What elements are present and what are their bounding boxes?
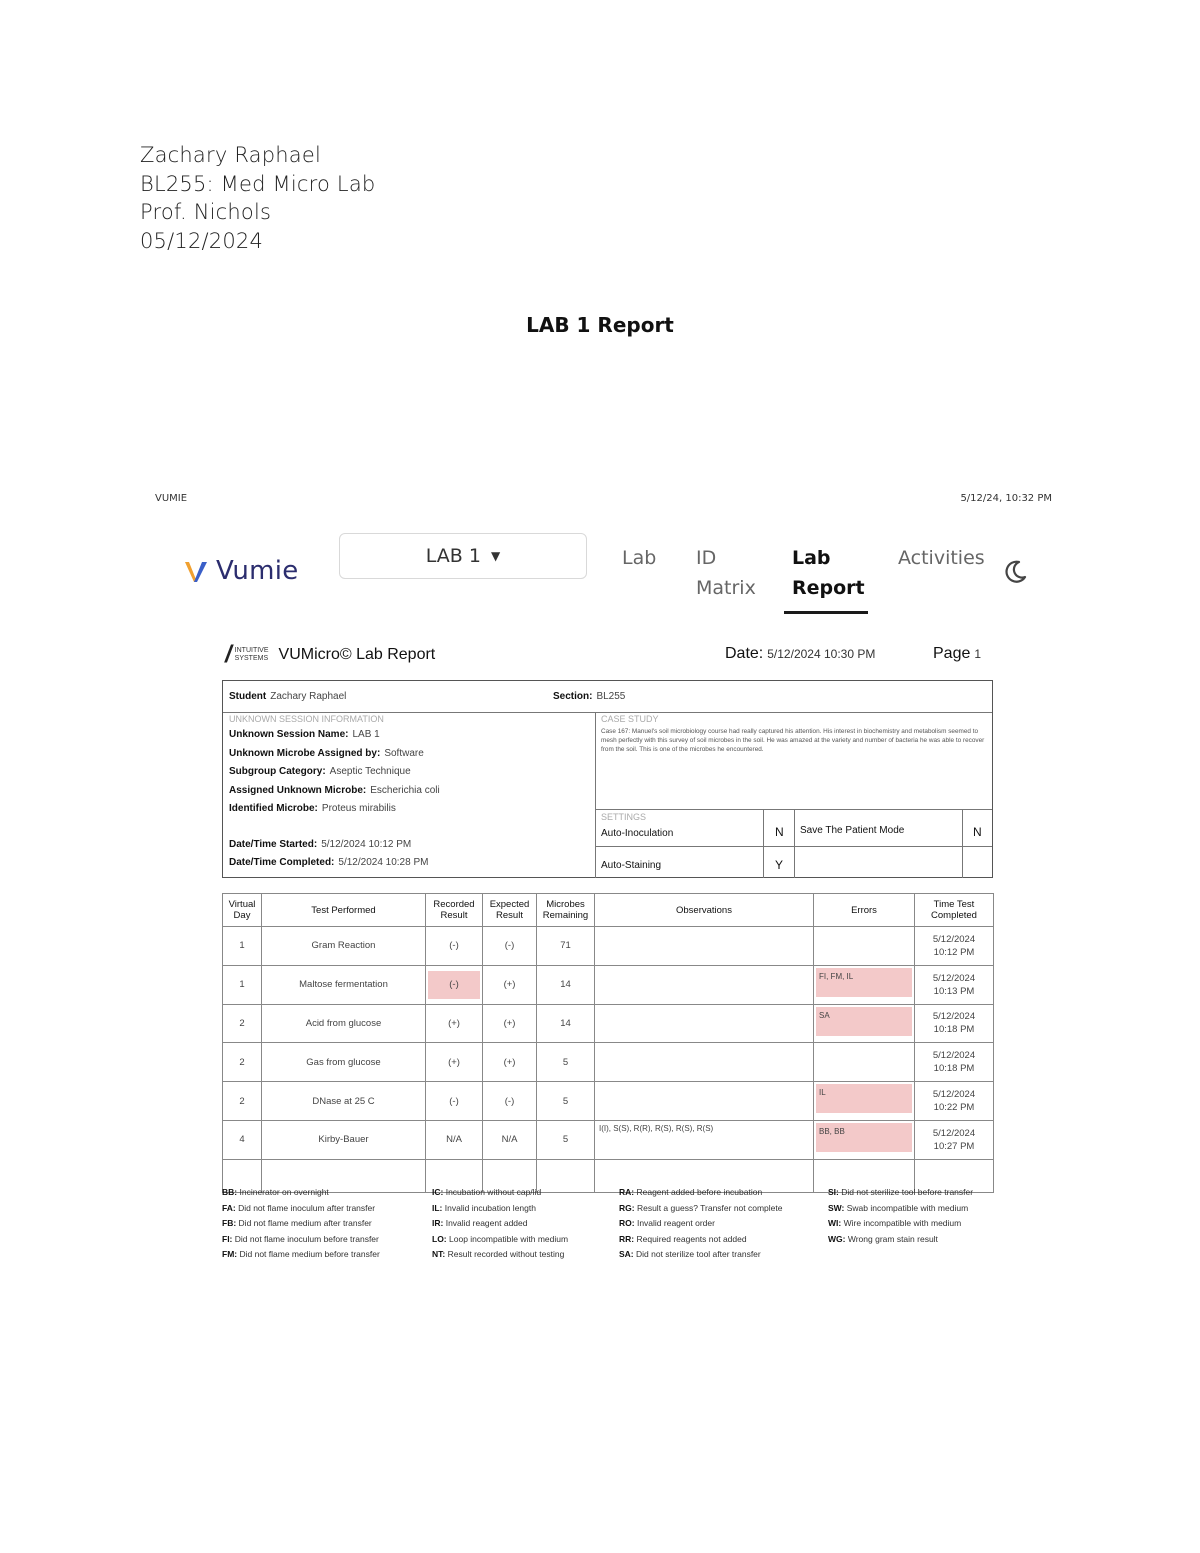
vumie-v-icon bbox=[182, 556, 210, 586]
report-page bbox=[933, 645, 981, 663]
legend-code: FB: bbox=[222, 1218, 237, 1228]
legend-text: Did not flame inoculum after transfer bbox=[238, 1202, 376, 1213]
started-label: Date/Time Started: bbox=[229, 838, 318, 850]
cell-test: Gas from glucose bbox=[262, 1043, 426, 1082]
legend-item bbox=[619, 1232, 783, 1248]
table-row bbox=[223, 1004, 994, 1043]
cell-errors-text: SA bbox=[816, 1007, 912, 1036]
report-date-value: 5/12/2024 10:30 PM bbox=[767, 647, 876, 661]
cell-observations bbox=[595, 1004, 814, 1043]
cell-test: Maltose fermentation bbox=[262, 965, 426, 1004]
col-header-time-line2: Completed bbox=[931, 910, 977, 921]
company-name bbox=[235, 647, 269, 663]
cell-time-clock: 10:18 PM bbox=[933, 1063, 975, 1075]
cell-time-date: 5/12/2024 bbox=[932, 1089, 976, 1101]
subgroup-value: Aseptic Technique bbox=[329, 766, 411, 777]
cell-remaining: 5 bbox=[537, 1082, 595, 1121]
cell-observations bbox=[595, 1082, 814, 1121]
professor-name: Prof. Nichols bbox=[140, 200, 272, 224]
cell-day: 4 bbox=[223, 1120, 262, 1159]
col-header-expected-line2: Result bbox=[496, 910, 523, 921]
col-header-recorded-line2: Result bbox=[440, 910, 468, 921]
legend-text: Did not flame medium before transfer bbox=[239, 1249, 380, 1259]
section-value: BL255 bbox=[596, 691, 626, 702]
cell-observations bbox=[595, 927, 814, 966]
legend-code: RG: bbox=[619, 1202, 635, 1213]
identified-microbe-label: Identified Microbe: bbox=[229, 803, 318, 814]
report-title: VUMicro© Lab Report bbox=[278, 646, 436, 663]
cell-day: 2 bbox=[223, 1043, 262, 1082]
col-header-recorded-line1: Recorded bbox=[433, 899, 475, 910]
course-name: BL255: Med Micro Lab bbox=[140, 171, 376, 196]
tab-lab-label: Lab bbox=[622, 547, 657, 569]
case-study bbox=[601, 714, 985, 754]
cell-errors-text: FI, FM, IL bbox=[816, 968, 912, 997]
legend-item bbox=[619, 1216, 783, 1232]
legend-text: Result a guess? Transfer not complete bbox=[636, 1202, 783, 1213]
legend-item bbox=[432, 1247, 568, 1263]
cell-time-clock: 10:13 PM bbox=[933, 985, 975, 997]
assigned-microbe-value: Escherichia coli bbox=[370, 784, 440, 796]
cell-recorded bbox=[426, 965, 483, 1004]
legend-item bbox=[432, 1201, 568, 1217]
cell-expected: (+) bbox=[483, 965, 537, 1004]
col-header-day bbox=[223, 894, 262, 927]
cell-errors-text: BB, BB bbox=[816, 1123, 912, 1152]
lab-select-dropdown[interactable] bbox=[339, 533, 587, 579]
company-name-line2: SYSTEMS bbox=[234, 655, 269, 662]
cell-time-clock: 10:12 PM bbox=[933, 946, 975, 958]
cell-expected: (-) bbox=[483, 1082, 537, 1121]
cell-observations bbox=[595, 1043, 814, 1082]
legend-text: Wire incompatible with medium bbox=[843, 1218, 962, 1228]
legend-column bbox=[619, 1185, 783, 1263]
tab-lab-report[interactable] bbox=[792, 543, 865, 603]
legend-column bbox=[432, 1185, 568, 1263]
cell-recorded: N/A bbox=[426, 1120, 483, 1159]
cell-errors bbox=[814, 965, 915, 1004]
tab-lab-report-label-line2: Report bbox=[792, 577, 865, 599]
legend-code: IR: bbox=[432, 1218, 444, 1228]
print-header-right: 5/12/24, 10:32 PM bbox=[960, 493, 1052, 504]
settings-header: SETTINGS bbox=[601, 812, 647, 822]
cell-time bbox=[915, 927, 994, 966]
cell-time bbox=[915, 1043, 994, 1082]
settings-panel bbox=[596, 809, 992, 878]
auto-inoculation-label: Auto-Inoculation bbox=[601, 828, 674, 839]
legend-item bbox=[222, 1216, 380, 1232]
legend-text: Invalid reagent added bbox=[445, 1218, 528, 1228]
save-patient-value: N bbox=[973, 825, 982, 839]
cell-recorded: (+) bbox=[426, 1004, 483, 1043]
vumie-logo[interactable] bbox=[182, 556, 299, 586]
legend-item bbox=[432, 1216, 568, 1232]
tab-activities-label: Activities bbox=[898, 547, 985, 569]
legend-code: FA: bbox=[222, 1202, 236, 1213]
tab-activities[interactable] bbox=[898, 543, 985, 573]
report-date bbox=[725, 645, 875, 663]
legend-text: Invalid incubation length bbox=[444, 1202, 536, 1213]
assigned-by-label: Unknown Microbe Assigned by: bbox=[229, 747, 381, 759]
cell-test: DNase at 25 C bbox=[262, 1082, 426, 1121]
tab-lab-report-label-line1: Lab bbox=[792, 547, 831, 569]
legend-text: Required reagents not added bbox=[636, 1233, 747, 1244]
legend-text: Did not sterilize tool before transfer bbox=[841, 1187, 974, 1197]
student-row bbox=[223, 681, 992, 713]
cell-remaining: 5 bbox=[537, 1043, 595, 1082]
legend-item bbox=[432, 1185, 568, 1201]
col-header-remaining bbox=[537, 894, 595, 927]
legend-code: WG: bbox=[828, 1233, 846, 1244]
legend-code: FI: bbox=[222, 1233, 233, 1244]
identified-microbe-value: Proteus mirabilis bbox=[321, 803, 396, 814]
completed-value: 5/12/2024 10:28 PM bbox=[338, 857, 429, 868]
cell-remaining: 71 bbox=[537, 927, 595, 966]
legend-code: SA: bbox=[619, 1249, 634, 1259]
legend-item bbox=[828, 1232, 973, 1248]
table-row bbox=[223, 1082, 994, 1121]
cell-errors-text bbox=[816, 1045, 912, 1074]
legend-column bbox=[828, 1185, 973, 1247]
tab-id-matrix-label-line2: Matrix bbox=[696, 577, 756, 599]
save-patient-label: Save The Patient Mode bbox=[800, 825, 905, 836]
legend-item bbox=[432, 1232, 568, 1248]
document-header bbox=[140, 141, 375, 255]
col-header-time bbox=[915, 894, 994, 927]
cell-remaining: 14 bbox=[537, 965, 595, 1004]
assigned-by-row bbox=[229, 748, 589, 767]
student-value: Zachary Raphael bbox=[270, 691, 347, 702]
legend-text: Invalid reagent order bbox=[636, 1218, 715, 1228]
cell-day: 1 bbox=[223, 927, 262, 966]
legend-code: RA: bbox=[619, 1187, 635, 1197]
legend-code: IC: bbox=[432, 1187, 444, 1197]
active-tab-indicator bbox=[784, 611, 868, 614]
col-header-observations: Observations bbox=[595, 894, 814, 927]
cell-test: Kirby-Bauer bbox=[262, 1120, 426, 1159]
auto-inoculation-value: N bbox=[775, 825, 784, 839]
section-label: Section: bbox=[553, 691, 593, 702]
cell-observations: I(I), S(S), R(R), R(S), R(S), R(S) bbox=[595, 1120, 814, 1159]
chevron-down-icon: ▼ bbox=[490, 549, 501, 563]
cell-time bbox=[915, 965, 994, 1004]
assigned-microbe-label: Assigned Unknown Microbe: bbox=[229, 784, 367, 796]
case-study-header: CASE STUDY bbox=[601, 714, 659, 724]
cell-time-clock: 10:18 PM bbox=[933, 1024, 975, 1036]
report-logo bbox=[225, 641, 435, 669]
company-name-line1: INTUITIVE bbox=[234, 647, 269, 654]
intuitive-systems-logo-icon: / bbox=[225, 641, 232, 668]
moon-icon[interactable] bbox=[1002, 559, 1028, 585]
legend-item bbox=[222, 1247, 380, 1263]
cell-time-clock: 10:27 PM bbox=[933, 1140, 975, 1152]
col-header-time-line1: Time Test bbox=[933, 899, 975, 910]
legend-code: WI: bbox=[828, 1218, 842, 1228]
legend-code: RR: bbox=[619, 1233, 635, 1244]
cell-time-date: 5/12/2024 bbox=[932, 1127, 976, 1139]
cell-errors bbox=[814, 927, 915, 966]
col-header-day-line1: Virtual bbox=[228, 899, 256, 910]
col-header-errors: Errors bbox=[814, 894, 915, 927]
completed-row bbox=[229, 857, 589, 876]
cell-errors-text: IL bbox=[816, 1084, 912, 1113]
legend-code: SI: bbox=[828, 1187, 839, 1197]
auto-staining-label: Auto-Staining bbox=[601, 860, 662, 871]
legend-item bbox=[222, 1232, 380, 1248]
cell-errors bbox=[814, 1082, 915, 1121]
legend-code: RO: bbox=[619, 1218, 635, 1228]
legend-item bbox=[828, 1185, 973, 1201]
cell-expected: (+) bbox=[483, 1004, 537, 1043]
report-date-label: Date: bbox=[725, 645, 764, 662]
cell-expected: N/A bbox=[483, 1120, 537, 1159]
report-page-label: Page bbox=[933, 645, 971, 662]
settings-divider bbox=[962, 810, 963, 878]
cell-errors bbox=[814, 1120, 915, 1159]
cell-observations bbox=[595, 965, 814, 1004]
settings-divider bbox=[596, 846, 992, 847]
legend-text: Incubation without cap/lid bbox=[445, 1187, 542, 1197]
legend-code: IL: bbox=[432, 1202, 443, 1213]
table-row bbox=[223, 965, 994, 1004]
cell-test: Acid from glucose bbox=[262, 1004, 426, 1043]
legend-item bbox=[619, 1201, 783, 1217]
table-row bbox=[223, 1120, 994, 1159]
report-page-value: 1 bbox=[974, 647, 982, 661]
cell-time-date: 5/12/2024 bbox=[932, 1050, 976, 1062]
case-study-text: Case 167: Manuel's soil microbiology course had really captured his attention. His interest in biochemistry and metabolism seemed to mesh perfectly with this survey of soil microbes in the soil. He was amazed at the variety and number of bacteria he was able to recover from the soil. This is one of the microbes he encountered. bbox=[601, 728, 985, 753]
settings-divider bbox=[794, 810, 795, 878]
cell-expected: (+) bbox=[483, 1043, 537, 1082]
section-field bbox=[553, 691, 625, 702]
legend-text: Swab incompatible with medium bbox=[846, 1202, 969, 1213]
legend-code: BB: bbox=[222, 1187, 238, 1197]
session-name-value: LAB 1 bbox=[352, 729, 380, 740]
cell-errors bbox=[814, 1004, 915, 1043]
cell-time-clock: 10:22 PM bbox=[933, 1102, 975, 1114]
legend-code: FM: bbox=[222, 1249, 238, 1259]
legend-column bbox=[222, 1185, 380, 1263]
subgroup-label: Subgroup Category: bbox=[229, 766, 326, 777]
student-field bbox=[229, 691, 346, 702]
cell-day: 2 bbox=[223, 1004, 262, 1043]
unknown-session-info bbox=[229, 714, 589, 876]
legend-text: Result recorded without testing bbox=[447, 1249, 565, 1259]
cell-time-date: 5/12/2024 bbox=[932, 1011, 976, 1023]
student-name: Zachary Raphael bbox=[140, 143, 321, 167]
assigned-microbe-row bbox=[229, 785, 589, 804]
results-table bbox=[222, 893, 994, 1193]
cell-remaining: 5 bbox=[537, 1120, 595, 1159]
cell-errors bbox=[814, 1043, 915, 1082]
col-header-day-line2: Day bbox=[233, 910, 251, 921]
legend-text: Did not flame medium after transfer bbox=[238, 1218, 372, 1228]
started-row bbox=[229, 839, 589, 858]
legend-item bbox=[828, 1216, 973, 1232]
cell-recorded: (-) bbox=[426, 1082, 483, 1121]
legend-code: NT: bbox=[432, 1249, 446, 1259]
cell-time-date: 5/12/2024 bbox=[932, 933, 976, 945]
tab-id-matrix-label-line1: ID bbox=[696, 547, 717, 569]
document-title: LAB 1 Report bbox=[526, 313, 674, 337]
legend-text: Incinerator on overnight bbox=[239, 1187, 329, 1197]
identified-microbe-row bbox=[229, 803, 589, 822]
assigned-by-value: Software bbox=[384, 747, 424, 759]
table-row bbox=[223, 927, 994, 966]
student-label: Student bbox=[229, 691, 267, 702]
col-header-test: Test Performed bbox=[262, 894, 426, 927]
legend-text: Loop incompatible with medium bbox=[449, 1233, 569, 1244]
col-header-recorded bbox=[426, 894, 483, 927]
cell-time bbox=[915, 1004, 994, 1043]
cell-recorded-text: (-) bbox=[428, 971, 480, 999]
legend-item bbox=[222, 1201, 380, 1217]
cell-remaining: 14 bbox=[537, 1004, 595, 1043]
started-value: 5/12/2024 10:12 PM bbox=[321, 838, 412, 850]
cell-day: 1 bbox=[223, 965, 262, 1004]
legend-code: SW: bbox=[828, 1202, 845, 1213]
table-header-row bbox=[223, 894, 994, 927]
cell-recorded: (+) bbox=[426, 1043, 483, 1082]
document-date: 05/12/2024 bbox=[140, 228, 264, 253]
col-header-expected-line1: Expected bbox=[489, 899, 530, 910]
lab-select-value: LAB 1 bbox=[425, 545, 481, 567]
session-name-label: Unknown Session Name: bbox=[229, 729, 349, 740]
tab-lab[interactable] bbox=[622, 543, 656, 573]
legend-text: Did not flame inoculum before transfer bbox=[234, 1233, 379, 1244]
cell-errors-text bbox=[816, 929, 912, 958]
session-info-box bbox=[222, 680, 993, 878]
col-header-remaining-line1: Microbes bbox=[546, 899, 585, 910]
print-header-left: VUMIE bbox=[155, 493, 188, 504]
auto-staining-value: Y bbox=[775, 858, 784, 872]
unknown-session-header: UNKNOWN SESSION INFORMATION bbox=[229, 714, 384, 724]
session-name-row bbox=[229, 729, 589, 748]
legend-text: Wrong gram stain result bbox=[847, 1233, 938, 1244]
legend-text: Did not sterilize tool after transfer bbox=[636, 1249, 761, 1259]
cell-time bbox=[915, 1082, 994, 1121]
legend-text: Reagent added before incubation bbox=[636, 1187, 763, 1197]
legend-item bbox=[619, 1247, 783, 1263]
cell-test: Gram Reaction bbox=[262, 927, 426, 966]
completed-label: Date/Time Completed: bbox=[229, 857, 335, 868]
legend-code: LO: bbox=[432, 1233, 447, 1244]
cell-time bbox=[915, 1120, 994, 1159]
legend-item bbox=[619, 1185, 783, 1201]
table-row bbox=[223, 1043, 994, 1082]
subgroup-row bbox=[229, 766, 589, 785]
cell-expected: (-) bbox=[483, 927, 537, 966]
col-header-expected bbox=[483, 894, 537, 927]
brand-name: Vumie bbox=[216, 556, 299, 586]
settings-divider bbox=[763, 810, 764, 878]
legend-item bbox=[828, 1201, 973, 1217]
tab-id-matrix[interactable] bbox=[696, 543, 756, 603]
cell-recorded: (-) bbox=[426, 927, 483, 966]
legend-item bbox=[222, 1185, 380, 1201]
col-header-remaining-line2: Remaining bbox=[542, 910, 589, 921]
cell-time-date: 5/12/2024 bbox=[932, 972, 976, 984]
cell-day: 2 bbox=[223, 1082, 262, 1121]
